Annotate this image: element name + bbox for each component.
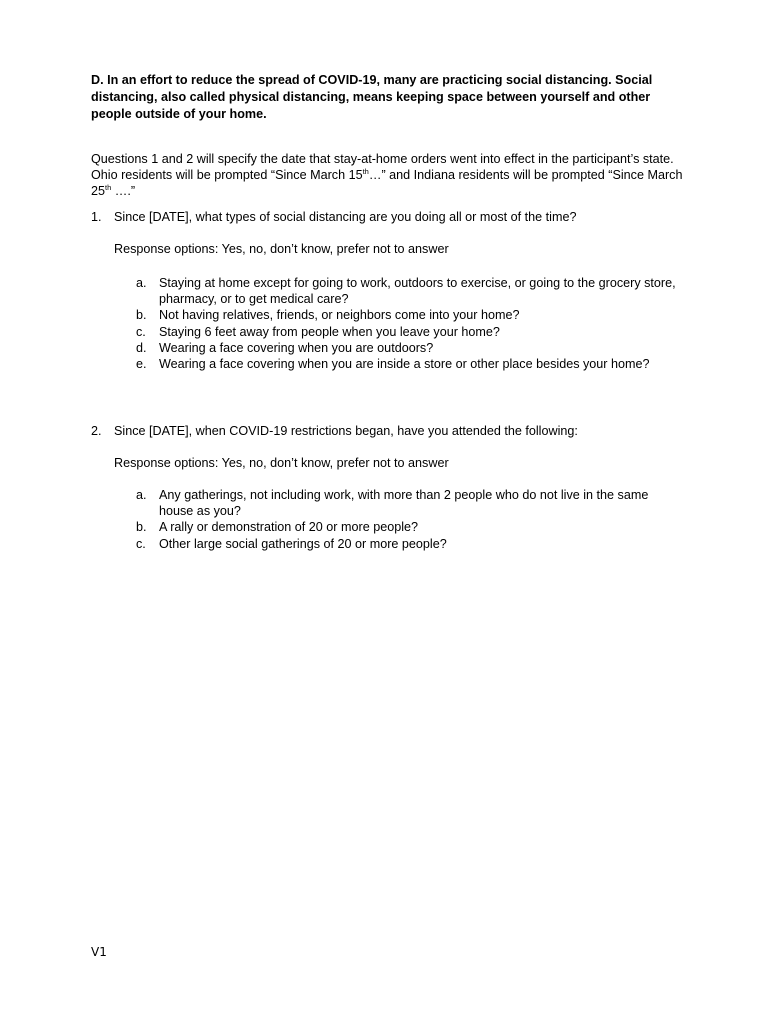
- option-list: [136, 487, 676, 552]
- list-item: [136, 324, 676, 340]
- intro-text-part3: ….”: [111, 184, 136, 199]
- option-letter: d.: [136, 340, 147, 355]
- question-number: 2.: [91, 424, 102, 438]
- option-text: A rally or demonstration of 20 or more people?: [159, 520, 419, 535]
- option-letter: a.: [136, 488, 147, 502]
- intro-superscript-1: th: [362, 167, 369, 177]
- option-letter: a.: [136, 276, 147, 290]
- question-text: Since [DATE], when COVID-19 restrictions began, have you attended the following:: [114, 424, 578, 438]
- list-item: [136, 519, 676, 535]
- list-item: [136, 275, 676, 307]
- question-number: 1.: [91, 210, 102, 224]
- intro-superscript-2: th: [105, 183, 112, 193]
- list-item: [136, 487, 676, 519]
- list-item: [136, 356, 676, 372]
- response-options: Response options: Yes, no, don’t know, prefer not to answer: [114, 242, 449, 256]
- option-list: [136, 275, 676, 372]
- list-item: [136, 340, 676, 356]
- option-text: Wearing a face covering when you are outdoors?: [159, 340, 434, 355]
- response-options: Response options: Yes, no, don’t know, prefer not to answer: [114, 456, 449, 470]
- option-letter: b.: [136, 520, 147, 535]
- option-text: Other large social gatherings of 20 or more people?: [159, 536, 447, 551]
- option-text: Any gatherings, not including work, with more than 2 people who do not live in the same house as you?: [159, 488, 649, 519]
- option-text: Not having relatives, friends, or neighbors come into your home?: [159, 308, 520, 323]
- intro-text-part1: Questions 1 and 2 will specify the date that stay-at-home orders went into effect in the participant’s state. Ohio residents will be prompted “Since March 15: [91, 152, 674, 183]
- option-text: Staying at home except for going to work, outdoors to exercise, or going to the grocery store, pharmacy, or to get medical care?: [159, 276, 676, 307]
- option-letter: c.: [136, 324, 146, 339]
- intro-text-part2: …” and Indiana residents will be prompted “Since March 25: [91, 168, 683, 199]
- list-item: [136, 536, 676, 552]
- option-letter: b.: [136, 308, 147, 323]
- intro-paragraph: [91, 151, 691, 200]
- question-text: Since [DATE], what types of social distancing are you doing all or most of the time?: [114, 210, 577, 224]
- option-text: Wearing a face covering when you are inside a store or other place besides your home?: [159, 357, 650, 372]
- option-text: Staying 6 feet away from people when you leave your home?: [159, 324, 500, 339]
- version-label: V1: [91, 945, 107, 959]
- option-letter: c.: [136, 536, 146, 551]
- section-heading: D. In an effort to reduce the spread of COVID-19, many are practicing social distancing. Social distancing, also called physical distancing, means keeping space between yourself and other people outside of your home.: [91, 73, 653, 121]
- option-letter: e.: [136, 357, 147, 372]
- list-item: [136, 307, 676, 323]
